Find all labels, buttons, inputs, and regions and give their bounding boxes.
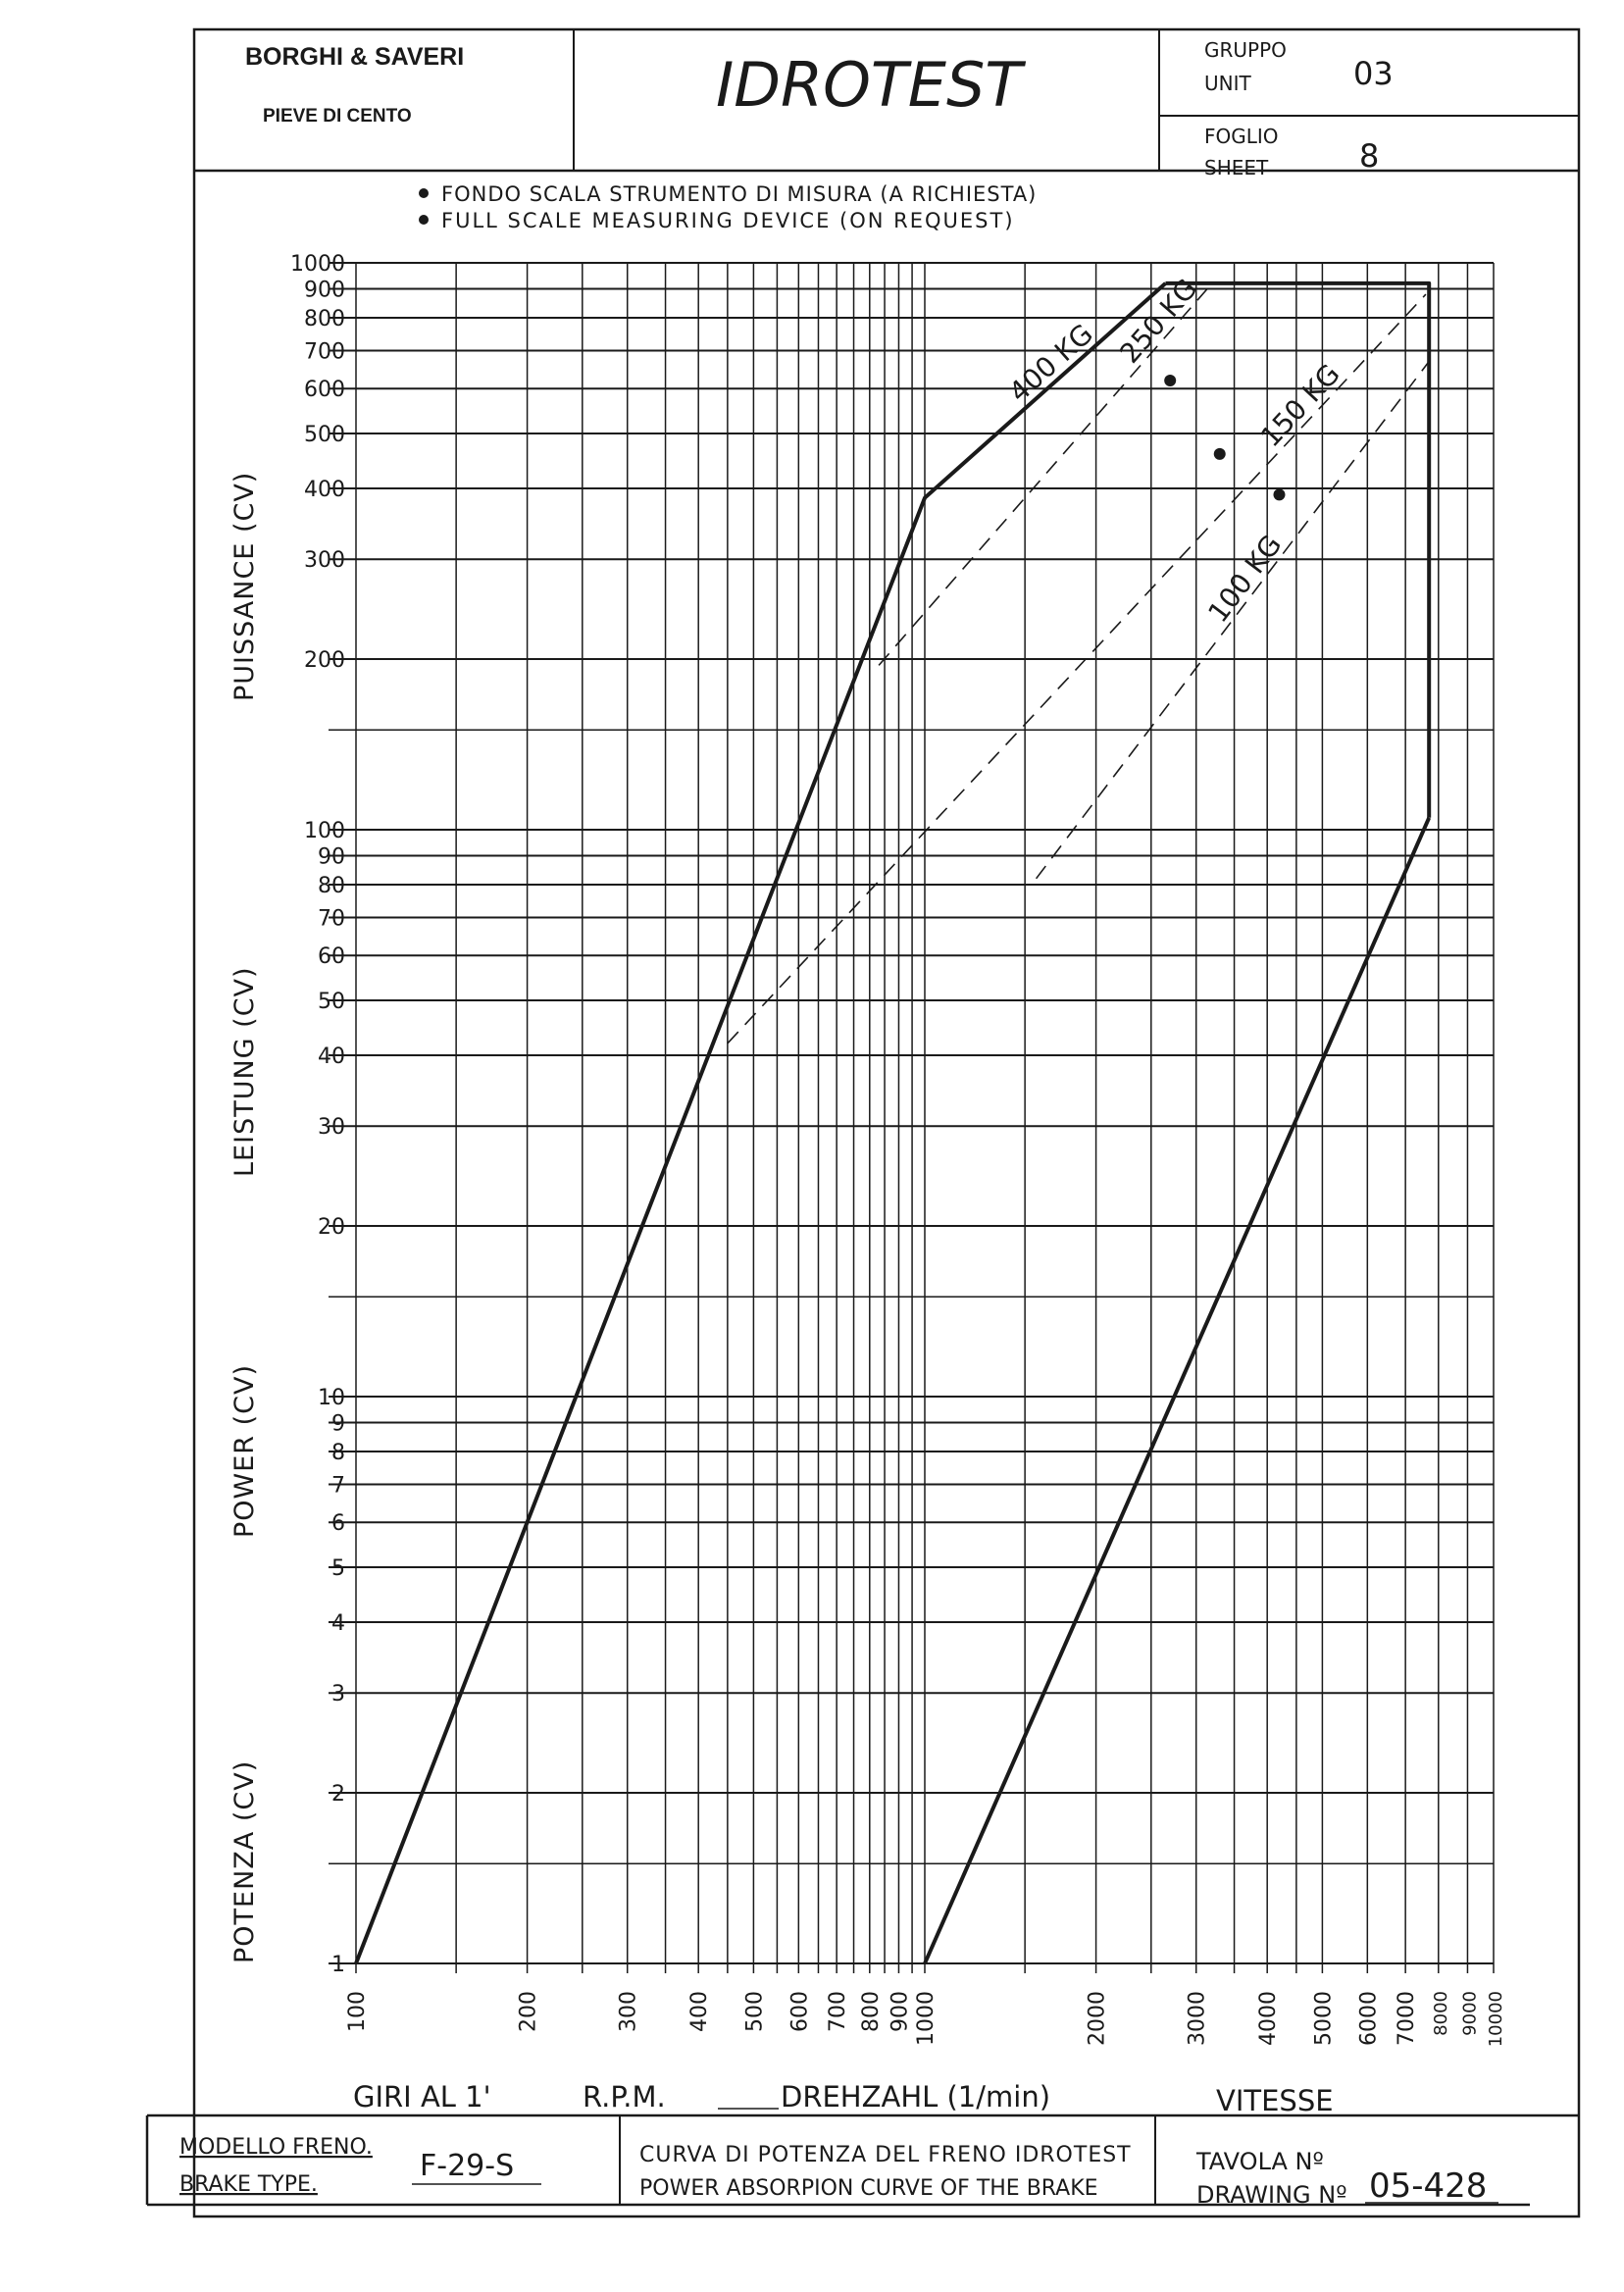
x-tick-label: 10000 [1486, 1991, 1506, 2048]
y-tick-label: 4 [331, 1611, 345, 1637]
x-tick-label: 100 [345, 1991, 370, 2032]
x-tick-label: 3000 [1185, 1991, 1210, 2046]
y-title-leistung: LEISTUNG (CV) [229, 966, 260, 1177]
sheet-value: 8 [1359, 137, 1380, 175]
tavola-label: TAVOLA Nº [1196, 2148, 1324, 2175]
title-block-footer [147, 2115, 1579, 2209]
y-title-potenza: POTENZA (CV) [229, 1759, 260, 1963]
curve-title-it: CURVA DI POTENZA DEL FRENO IDROTEST [639, 2143, 1132, 2167]
sheet-label: SHEET [1204, 156, 1269, 179]
company-city: PIEVE DI CENTO [263, 106, 412, 127]
y-tick-label: 200 [304, 648, 345, 674]
x-tick-label: 5000 [1311, 1991, 1337, 2046]
foglio-label: FOGLIO [1204, 125, 1279, 148]
y-tick-label: 8 [331, 1441, 345, 1466]
y-tick-label: 6 [331, 1511, 345, 1537]
x-tick-label: 500 [742, 1991, 768, 2032]
x-tick-label: 7000 [1395, 1991, 1420, 2046]
y-tick-label: 40 [318, 1044, 345, 1070]
company-name: BORGHI & SAVERI [245, 43, 465, 71]
solid-curve [925, 818, 1429, 1963]
note-bullet [419, 215, 429, 225]
y-tick-label: 300 [304, 548, 345, 574]
y-tick-label: 1 [331, 1953, 345, 1977]
y-tick-label: 2 [331, 1782, 345, 1808]
y-tick-label: 700 [304, 339, 345, 365]
x-title-vitesse: VITESSE [1216, 2084, 1334, 2117]
curve-marker-dot [1164, 375, 1176, 386]
solid-curve [356, 283, 1166, 1963]
x-axis-titles [353, 2080, 1334, 2117]
note-line-2: FULL SCALE MEASURING DEVICE (ON REQUEST) [441, 209, 1015, 232]
y-tick-label: 1000 [290, 252, 345, 277]
curve-title-en: POWER ABSORPION CURVE OF THE BRAKE [639, 2176, 1098, 2201]
y-axis-tick-labels [290, 252, 345, 1977]
sheet-frame [194, 29, 1579, 2216]
y-tick-label: 80 [318, 874, 345, 899]
x-title-drehzahl: DREHZAHL (1/min) [781, 2080, 1051, 2114]
x-tick-label: 6000 [1356, 1991, 1382, 2046]
x-tick-label: 400 [687, 1991, 713, 2032]
y-tick-label: 5 [331, 1555, 345, 1581]
x-tick-label: 4000 [1256, 1991, 1282, 2046]
y-tick-label: 70 [318, 906, 345, 932]
y-tick-label: 800 [304, 307, 345, 332]
unit-label: UNIT [1204, 72, 1251, 95]
curve-label: 250 KG [1113, 272, 1204, 370]
curve-labels [1002, 273, 1345, 629]
curve-label: 400 KG [1002, 317, 1099, 409]
drawing-label: DRAWING Nº [1196, 2181, 1347, 2209]
y-tick-label: 90 [318, 844, 345, 870]
y-tick-label: 3 [331, 1682, 345, 1707]
x-tick-label: 200 [516, 1991, 541, 2032]
x-title-giri: GIRI AL 1' [353, 2080, 491, 2114]
y-tick-label: 400 [304, 478, 345, 503]
curve-marker-dot [1273, 488, 1285, 500]
x-title-rpm: R.P.M. [583, 2080, 666, 2114]
y-tick-label: 20 [318, 1215, 345, 1241]
y-tick-label: 50 [318, 989, 345, 1014]
x-axis-tick-labels [345, 1991, 1506, 2047]
x-tick-label: 700 [826, 1991, 851, 2032]
grid-horizontal [329, 263, 1494, 1963]
y-tick-label: 500 [304, 422, 345, 447]
y-title-puissance: PUISSANCE (CV) [229, 471, 260, 701]
model-value: F-29-S [420, 2149, 515, 2183]
grid-vertical [356, 263, 1494, 1973]
solid-curve [1166, 283, 1430, 818]
title-block-header [194, 29, 1579, 179]
y-tick-label: 7 [331, 1473, 345, 1499]
x-tick-label: 2000 [1085, 1991, 1110, 2046]
x-tick-label: 600 [787, 1991, 813, 2032]
y-tick-label: 10 [318, 1386, 345, 1410]
unit-value: 03 [1353, 55, 1394, 92]
y-tick-label: 100 [304, 819, 345, 843]
x-tick-label: 9000 [1459, 1991, 1481, 2036]
note-bullet [419, 188, 429, 198]
curve-marker-dot [1214, 448, 1226, 460]
brake-type-label: BRAKE TYPE. [179, 2172, 318, 2197]
modello-label: MODELLO FRENO. [179, 2135, 373, 2160]
curve-label: 100 KG [1201, 529, 1289, 629]
y-title-power: POWER (CV) [229, 1363, 260, 1538]
y-tick-label: 900 [304, 278, 345, 303]
notes [419, 182, 1037, 232]
y-tick-label: 30 [318, 1115, 345, 1141]
drawing-number: 05-428 [1369, 2166, 1488, 2206]
curve-label: 150 KG [1253, 357, 1346, 454]
y-tick-label: 9 [331, 1411, 345, 1437]
note-line-1: FONDO SCALA STRUMENTO DI MISURA (A RICHIESTA) [441, 182, 1038, 206]
x-tick-label: 8000 [1430, 1991, 1451, 2036]
x-tick-label: 300 [616, 1991, 641, 2032]
y-tick-label: 600 [304, 378, 345, 403]
product-title: IDROTEST [716, 49, 1023, 121]
x-tick-label: 900 [888, 1991, 913, 2032]
gruppo-label: GRUPPO [1204, 38, 1287, 62]
y-tick-label: 60 [318, 944, 345, 970]
x-tick-label: 800 [858, 1991, 884, 2032]
x-tick-label: 1000 [914, 1991, 939, 2046]
y-axis-titles [229, 472, 260, 1963]
